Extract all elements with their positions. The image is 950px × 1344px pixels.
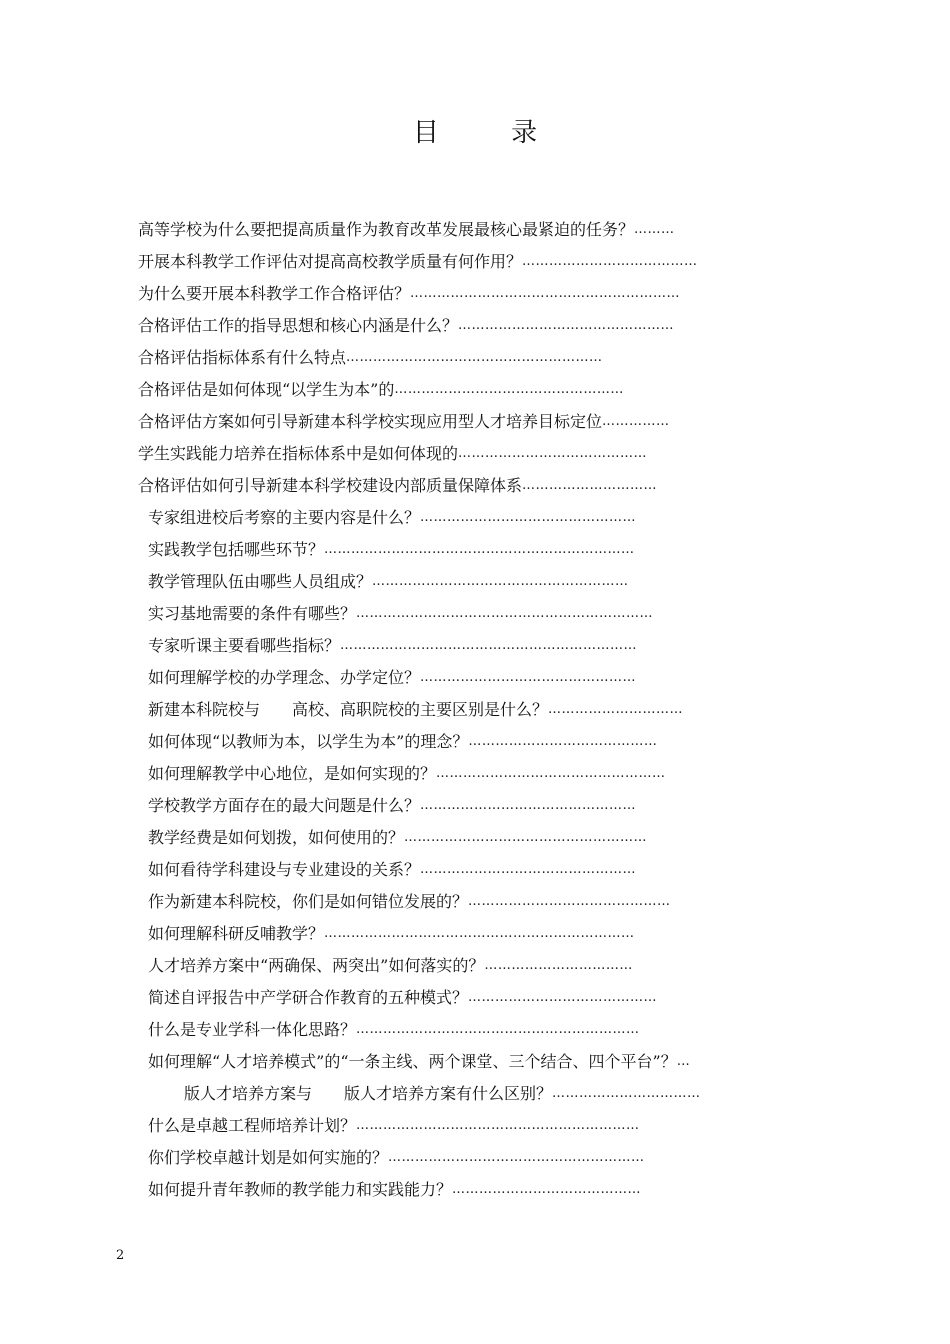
toc-leader-dots: ……………………………………………………………: [324, 542, 635, 557]
toc-leader-dots: …………………………………………………: [372, 574, 629, 589]
toc-leader-dots: ……………………………: [484, 958, 633, 973]
toc-leader-dots: …………………………………………………………: [340, 638, 638, 653]
toc-entry[interactable]: [138, 310, 812, 342]
toc-entry-title: 开展本科教学工作评估对提高高校教学质量有何作用？: [138, 252, 523, 271]
toc-entry[interactable]: [148, 662, 812, 694]
toc-entry[interactable]: [148, 1046, 836, 1078]
toc-leader-dots: …………………………………………………: [388, 1150, 645, 1165]
toc-entry[interactable]: [148, 566, 812, 598]
toc-entry-title: 专家组进校后考察的主要内容是什么？: [148, 508, 421, 527]
toc-entry[interactable]: [148, 1110, 812, 1142]
toc-entry[interactable]: [148, 534, 812, 566]
toc-entry-title: 高等学校为什么要把提高质量作为教育改革发展最核心最紧迫的任务？: [138, 220, 635, 239]
toc-entry-title: 合格评估指标体系有什么特点: [138, 348, 347, 367]
toc-entry-title: 教学管理队伍由哪些人员组成？: [148, 572, 373, 591]
toc-leader-dots: ……………………………………………: [394, 382, 624, 397]
toc-entry[interactable]: [138, 406, 812, 438]
page-number: 2: [116, 1248, 125, 1263]
toc-entry[interactable]: [138, 342, 812, 374]
toc-leader-dots: ………………………………………………………: [356, 1118, 640, 1133]
toc-entry-title: 如何理解“人才培养模式”的“一条主线、两个课堂、三个结合、四个平台”？: [148, 1052, 677, 1071]
toc-entry[interactable]: [148, 886, 812, 918]
toc-entry-title: 合格评估方案如何引导新建本科学校实现应用型人才培养目标定位: [138, 412, 603, 431]
toc-entry-title: 版人才培养方案与 版人才培养方案有什么区别？: [168, 1084, 553, 1103]
toc-leader-dots: ……………………………………………………………: [324, 926, 635, 941]
toc-entry[interactable]: [148, 502, 812, 534]
toc-entry[interactable]: [148, 598, 812, 630]
page-title: 目 录: [412, 118, 570, 148]
toc-entry[interactable]: [148, 758, 812, 790]
toc-entry-title: 实习基地需要的条件有哪些？: [148, 604, 357, 623]
toc-entry[interactable]: [148, 630, 812, 662]
toc-entry[interactable]: [148, 694, 816, 726]
toc-entry[interactable]: [148, 790, 812, 822]
toc-leader-dots: ……………………………………: [452, 1182, 642, 1197]
toc-entry[interactable]: [148, 918, 812, 950]
toc-entry-title: 合格评估是如何体现“以学生为本”的: [138, 380, 395, 399]
toc-entry[interactable]: [138, 438, 812, 470]
toc-entry-title: 简述自评报告中产学研合作教育的五种模式？: [148, 988, 469, 1007]
toc-entry-title: 什么是卓越工程师培养计划？: [148, 1116, 357, 1135]
toc-entry[interactable]: [148, 822, 816, 854]
toc-entry[interactable]: [148, 1142, 812, 1174]
toc-entry[interactable]: [138, 214, 812, 246]
toc-entry-title: 如何看待学科建设与专业建设的关系？: [148, 860, 421, 879]
toc-entry-title: 如何理解科研反哺教学？: [148, 924, 325, 943]
toc-leader-dots: …………………………………………: [420, 670, 637, 685]
toc-entry[interactable]: [168, 1078, 812, 1110]
toc-entry-title: 如何理解教学中心地位，是如何实现的？: [148, 764, 437, 783]
toc-entry-title: 人才培养方案中“两确保、两突出”如何落实的？: [148, 956, 485, 975]
toc-leader-dots: …………………………: [548, 702, 684, 717]
toc-leader-dots: ………………………………………………: [404, 830, 648, 845]
toc-entry-title: 学生实践能力培养在指标体系中是如何体现的: [138, 444, 459, 463]
toc-entry-title: 如何体现“以教师为本，以学生为本”的理念？: [148, 732, 469, 751]
toc-leader-dots: …………………………………………: [420, 862, 637, 877]
toc-leader-dots: …………………………………………: [420, 798, 637, 813]
toc-entry-title: 什么是专业学科一体化思路？: [148, 1020, 357, 1039]
toc-leader-dots: ……………………………………: [468, 734, 658, 749]
toc-entry-title: 专家听课主要看哪些指标？: [148, 636, 341, 655]
toc-entry-title: 合格评估工作的指导思想和核心内涵是什么？: [138, 316, 459, 335]
toc-leader-dots: ………………………………………: [468, 894, 671, 909]
toc-entry[interactable]: [148, 726, 812, 758]
toc-entry-title: 教学经费是如何划拨，如何使用的？: [148, 828, 405, 847]
toc-leader-dots: ……………: [602, 414, 670, 429]
toc-leader-dots: ………………………………………………………: [356, 1022, 640, 1037]
toc-leader-dots: ……………………………: [552, 1086, 701, 1101]
toc-leader-dots: …: [676, 1054, 691, 1069]
toc-leader-dots: ……………………………………: [468, 990, 658, 1005]
toc-leader-dots: ……………………………………………: [436, 766, 666, 781]
toc-leader-dots: ………: [634, 222, 675, 237]
toc-entry[interactable]: [148, 950, 812, 982]
toc-entry-title: 学校教学方面存在的最大问题是什么？: [148, 796, 421, 815]
toc-leader-dots: ……………………………………: [458, 446, 648, 461]
toc-leader-dots: …………………………………………………: [346, 350, 603, 365]
toc-leader-dots: …………………………………………: [420, 510, 637, 525]
toc-entry[interactable]: [138, 470, 812, 502]
toc-entry-title: 如何理解学校的办学理念、办学定位？: [148, 668, 421, 687]
toc-entry-title: 实践教学包括哪些环节？: [148, 540, 325, 559]
toc-entry[interactable]: [138, 374, 812, 406]
toc-entry-title: 合格评估如何引导新建本科学校建设内部质量保障体系: [138, 476, 523, 495]
toc-entry[interactable]: [148, 854, 812, 886]
toc-leader-dots: …………………………………: [522, 254, 698, 269]
toc-leader-dots: …………………………………………: [458, 318, 675, 333]
toc-entry-title: 你们学校卓越计划是如何实施的？: [148, 1148, 389, 1167]
toc-entry-title: 新建本科院校与 高校、高职院校的主要区别是什么？: [148, 700, 549, 719]
toc-entry-title: 作为新建本科院校，你们是如何错位发展的？: [148, 892, 469, 911]
toc-leader-dots: …………………………: [522, 478, 658, 493]
toc-entry-title: 为什么要开展本科教学工作合格评估？: [138, 284, 411, 303]
toc-entry[interactable]: [138, 278, 812, 310]
toc-leader-dots: …………………………………………………………: [356, 606, 654, 621]
toc-leader-dots: ……………………………………………………: [410, 286, 681, 301]
toc-entry-title: 如何提升青年教师的教学能力和实践能力？: [148, 1180, 453, 1199]
toc-entry[interactable]: [138, 246, 812, 278]
toc-entry[interactable]: [148, 1014, 812, 1046]
toc-entry[interactable]: [148, 1174, 804, 1206]
toc-entry[interactable]: [148, 982, 812, 1014]
